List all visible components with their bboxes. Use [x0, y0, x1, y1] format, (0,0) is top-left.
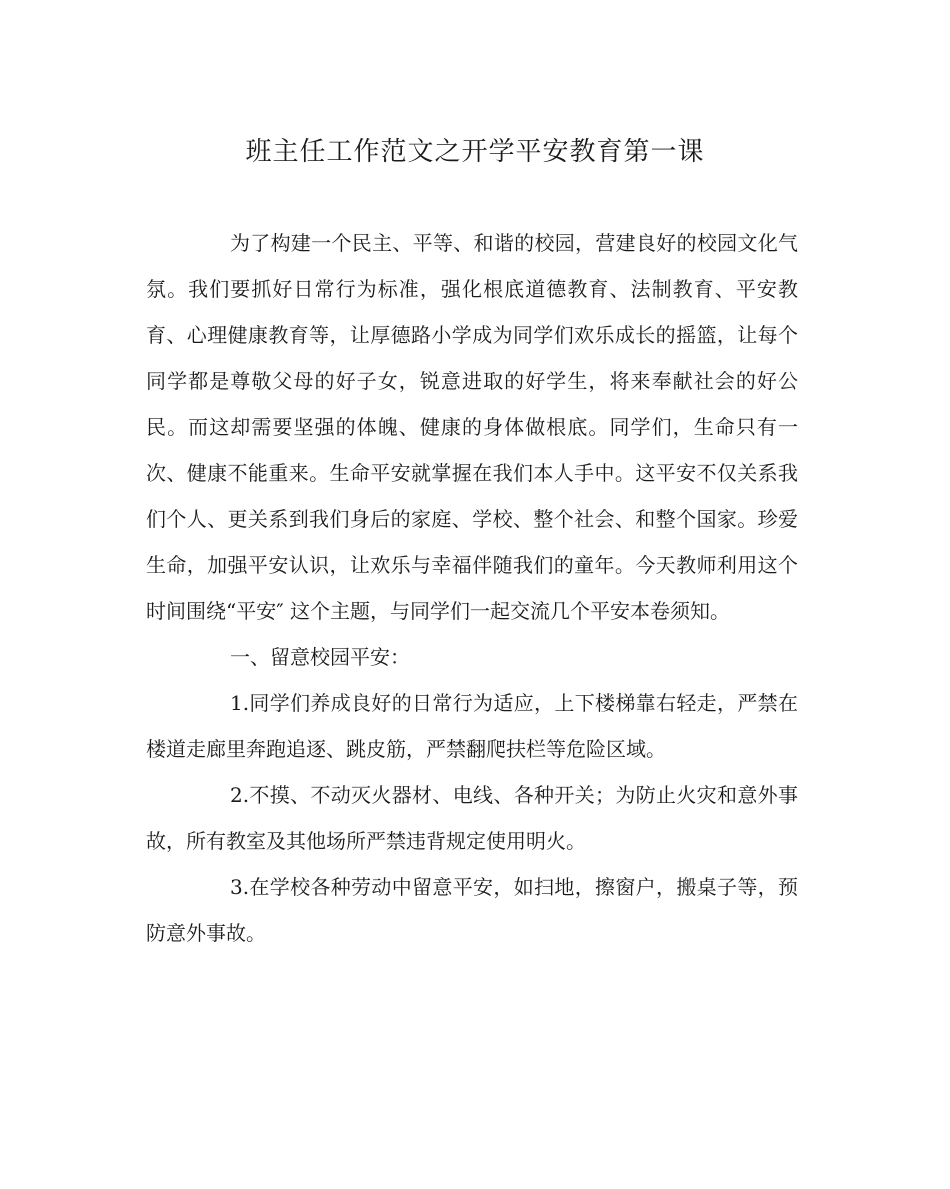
document-title: 班主任工作范文之开学平安教育第一课 [245, 137, 705, 167]
list-item-1: 1.同学们养成良好的日常行为适应，上下楼梯靠右轻走，严禁在楼道走廊里奔跑追逐、跳皮筋，严禁翻爬扶栏等危险区域。 [146, 691, 798, 761]
list-item-2: 2.不摸、不动灭火器材、电线、各种开关；为防止火灾和意外事故，所有教室及其他场所严禁违背规定使用明火。 [146, 783, 798, 853]
document-body [146, 220, 798, 956]
paragraph-intro: 为了构建一个民主、平等、和谐的校园，营建良好的校园文化气氛。我们要抓好日常行为标准，强化根底道德教育、法制教育、平安教育、心理健康教育等，让厚德路小学成为同学们欢乐成长的摇篮，让每个同学都是尊敬父母的好子女，锐意进取的好学生，将来奉献社会的好公民。而这却需要坚强的体魄、健康的身体做根底。同学们，生命只有一次、健康不能重来。生命平安就掌握在我们本人手中。这平安不仅关系我们个人、更关系到我们身后的家庭、学校、整个社会、和整个国家。珍爱生命，加强平安认识，让欢乐与幸福伴随我们的童年。今天教师利用这个时间围绕“平安″ 这个主题，与同学们一起交流几个平安本卷须知。 [146, 231, 798, 623]
list-item-3: 3.在学校各种劳动中留意平安，如扫地，擦窗户，搬桌子等，预防意外事故。 [146, 875, 798, 945]
section-heading-campus-safety: 一、留意校园平安： [230, 645, 410, 669]
